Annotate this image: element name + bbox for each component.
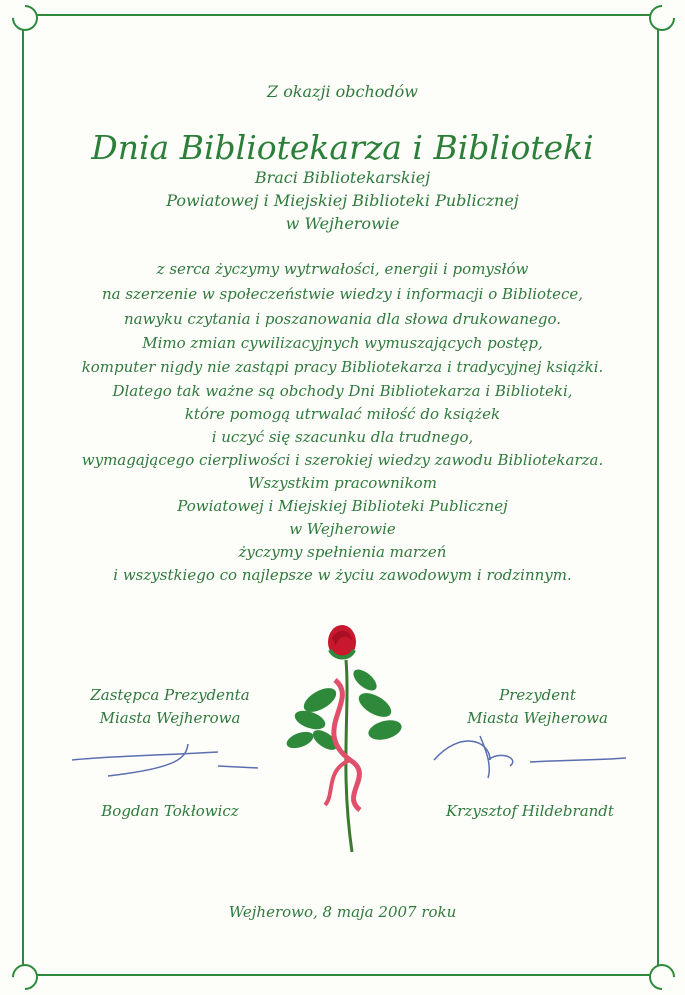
signatory-right-role-line-2: Miasta Wejherowa (467, 709, 608, 727)
signatory-right-role-line-1: Prezydent (499, 686, 576, 704)
signatory-right-name: Krzysztof Hildebrandt (446, 802, 614, 820)
body-line-5: komputer nigdy nie zastąpi pracy Bibliotekarza i tradycyjnej książki. (81, 358, 604, 376)
body-line-2: na szerzenie w społeczeństwie wiedzy i informacji o Bibliotece, (101, 285, 584, 303)
signatory-left-role (60, 684, 280, 730)
body-line-9: wymagającego cierpliwości i szerokiej wiedzy zawodu Bibliotekarza. (81, 451, 604, 469)
body-line-3: nawyku czytania i poszanowania dla słowa drukowanego. (124, 310, 561, 328)
body-line-7: które pomogą utrwalać miłość do książek (184, 405, 501, 423)
body-line-11: Powiatowej i Miejskiej Biblioteki Publicznej (177, 497, 508, 515)
addressee-line-2: Powiatowej i Miejskiej Biblioteki Publicznej (166, 191, 519, 210)
body-line-1: z serca życzymy wytrwałości, energii i pomysłów (156, 260, 529, 278)
signature-left (68, 738, 268, 782)
body-line-4: Mimo zmian cywilizacyjnych wymuszających postęp, (142, 334, 543, 352)
signatory-left-role-line-2: Miasta Wejherowa (99, 709, 241, 727)
signatory-left-role-line-1: Zastępca Prezydenta (90, 686, 250, 704)
body-line-8: i uczyć się szacunku dla trudnego, (211, 428, 474, 446)
body-line-6: Dlatego tak ważne są obchody Dni Bibliotekarza i Biblioteki, (112, 382, 573, 400)
addressee-line-3: w Wejherowie (285, 214, 400, 233)
addressee-line-1: Braci Bibliotekarskiej (254, 168, 431, 187)
signature-right (430, 730, 630, 780)
body-line-10: Wszystkim pracownikom (248, 474, 437, 492)
intro-line: Z okazji obchodów (266, 82, 418, 101)
signatory-left-name: Bogdan Tokłowicz (101, 802, 239, 820)
body-line-13: życzymy spełnienia marzeń (238, 543, 447, 561)
body-line-12: w Wejherowie (289, 520, 396, 538)
document-title: Dnia Bibliotekarza i Biblioteki (91, 128, 594, 167)
signatory-right-role (430, 684, 645, 730)
body-line-14: i wszystkiego co najlepsze w życiu zawodowym i rodzinnym. (113, 566, 572, 584)
rose-illustration (280, 620, 410, 860)
place-date: Wejherowo, 8 maja 2007 roku (228, 903, 457, 921)
